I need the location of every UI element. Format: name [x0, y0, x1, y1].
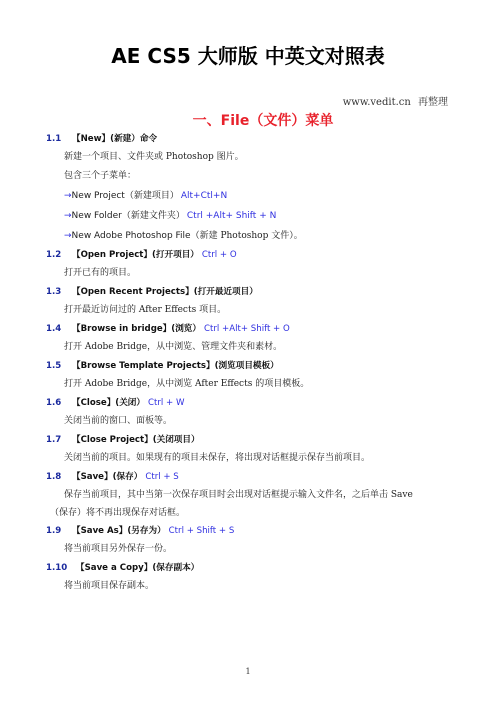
entry-description: 关闭当前的项目。如果现有的项目未保存，将出现对话框提示保存当前项目。 — [64, 453, 371, 463]
entry-title: 【Close】(关闭） — [72, 398, 145, 408]
entry-number: 1.6 — [46, 398, 62, 408]
entry-heading — [46, 394, 496, 412]
entry-1-8 — [0, 468, 496, 522]
arrow-icon: → — [64, 211, 72, 221]
entry-heading — [46, 320, 496, 338]
arrow-icon: → — [64, 191, 72, 201]
entry-1-5 — [0, 357, 496, 394]
entry-1-3 — [0, 283, 496, 320]
entry-description-text: 保存当前项目，其中当第一次保存项目时会出现对话框提示输入文件名，之后单击 Save — [64, 490, 413, 500]
source-line — [343, 93, 448, 108]
entry-heading — [46, 246, 496, 264]
subitem-translation: （新建文件夹） — [121, 211, 185, 221]
entry-title: 【Save a Copy】(保存副本） — [76, 563, 200, 573]
entry-1-2 — [0, 246, 496, 283]
entry-1-4 — [0, 320, 496, 357]
entry-intro: 包含三个子菜单： — [64, 171, 137, 181]
section-title: 一、File（文件）菜单 — [192, 113, 334, 129]
entry-number: 1.8 — [46, 472, 62, 482]
entry-heading — [46, 130, 496, 148]
entry-number: 1.3 — [46, 287, 62, 297]
page-number: 1 — [245, 667, 251, 676]
entry-1-6 — [0, 394, 496, 431]
entry-title: 【New】(新建）命令 — [72, 134, 158, 144]
entry-list — [0, 130, 496, 596]
entry-number: 1.5 — [46, 361, 62, 371]
entry-shortcut: Ctrl +Alt+ Shift + O — [204, 324, 290, 334]
entry-shortcut: Ctrl + W — [148, 398, 185, 408]
entry-shortcut: Ctrl + O — [201, 250, 237, 260]
entry-title: 【Browse in bridge】(浏览） — [72, 324, 201, 334]
entry-heading — [46, 357, 496, 375]
entry-1-9 — [0, 522, 496, 559]
entry-description: 将当前项目保存副本。 — [64, 581, 155, 591]
entry-description — [50, 486, 448, 522]
entry-number: 1.4 — [46, 324, 62, 334]
entry-description: 将当前项目另外保存一份。 — [64, 544, 173, 554]
entry-1-10 — [0, 559, 496, 596]
subitem-name: New Folder — [71, 211, 122, 221]
entry-description: 打开最近访问过的 After Effects 项目。 — [64, 305, 227, 315]
entry-title: 【Save】(保存） — [72, 472, 143, 482]
subitem-translation: （新建 Photoshop 文件）。 — [190, 231, 303, 241]
subitem-shortcut: Alt+Ctl+N — [180, 191, 228, 201]
subitem-translation: （新建项目） — [124, 191, 179, 201]
entry-title: 【Close Project】(关闭项目） — [72, 435, 200, 445]
entry-description: 关闭当前的窗口、面板等。 — [64, 416, 173, 426]
arrow-icon: → — [64, 231, 72, 241]
entry-description: 新建一个项目、文件夹或 Photoshop 图片。 — [64, 152, 244, 162]
subitem-new-photoshop-file — [64, 226, 496, 246]
entry-heading — [46, 283, 496, 301]
entry-heading — [46, 468, 496, 486]
source-url[interactable]: www.vedit.cn — [342, 97, 411, 108]
entry-number: 1.9 — [46, 526, 62, 536]
subitem-new-folder — [64, 206, 496, 226]
entry-description: 打开已有的项目。 — [64, 268, 137, 278]
entry-heading — [46, 431, 496, 449]
entry-title: 【Open Recent Projects】(打开最近项目） — [72, 287, 258, 297]
entry-description: 打开 Adobe Bridge，从中浏览 After Effects 的项目模板。 — [64, 379, 310, 389]
entry-shortcut: Ctrl + S — [145, 472, 179, 482]
entry-heading — [46, 559, 496, 577]
entry-title: 【Browse Template Projects】(浏览项目模板） — [72, 361, 279, 371]
subitem-name: New Adobe Photoshop File — [71, 231, 191, 241]
subitem-shortcut: Ctrl +Alt+ Shift + N — [186, 211, 277, 221]
entry-1-1 — [0, 130, 496, 246]
entry-number: 1.1 — [46, 134, 62, 144]
subitem-name: New Project — [71, 191, 125, 201]
entry-shortcut: Ctrl + Shift + S — [168, 526, 235, 536]
entry-title: 【Save As】(另存为） — [72, 526, 166, 536]
entry-description-continued: （保存）将不再出现保存对话框。 — [50, 508, 186, 518]
entry-heading — [46, 522, 496, 540]
entry-1-7 — [0, 431, 496, 468]
source-note: 再整理 — [418, 97, 448, 108]
subitem-new-project — [64, 186, 496, 206]
entry-title: 【Open Project】(打开项目） — [72, 250, 199, 260]
entry-number: 1.7 — [46, 435, 62, 445]
entry-number: 1.10 — [46, 563, 68, 573]
entry-number: 1.2 — [46, 250, 62, 260]
entry-description: 打开 Adobe Bridge，从中浏览、管理文件夹和素材。 — [64, 342, 283, 352]
page-title: AE CS5 大师版 中英文对照表 — [111, 44, 385, 68]
